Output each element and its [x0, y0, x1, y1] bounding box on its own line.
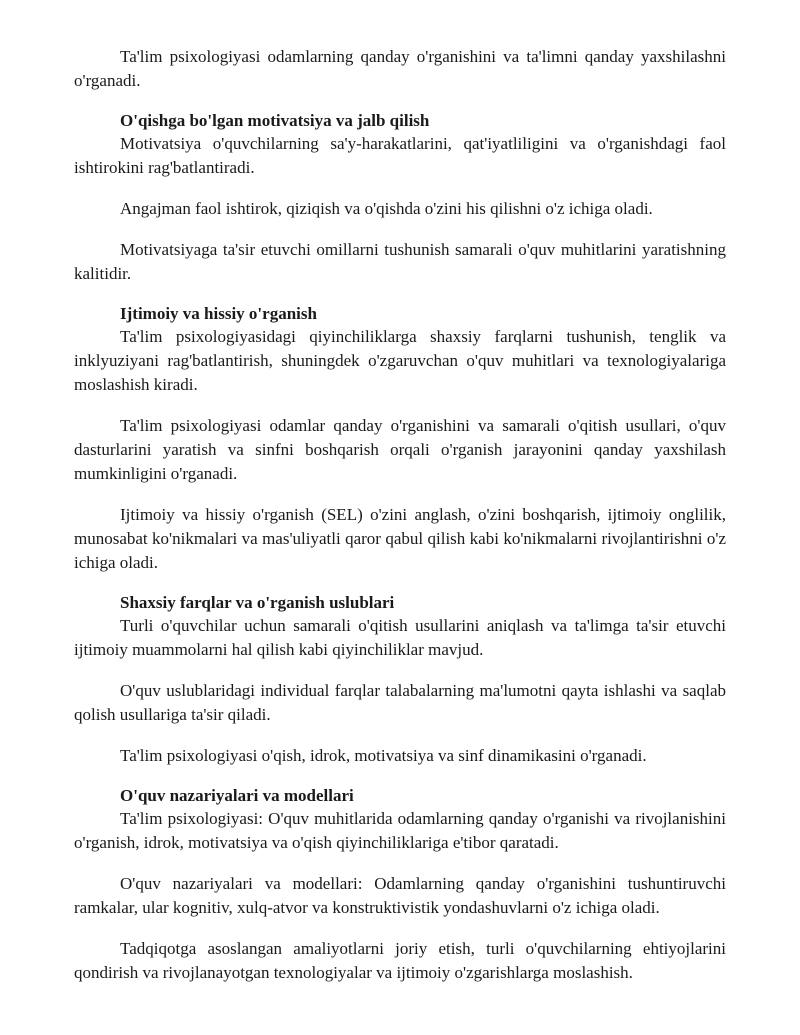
- section-motivation: [74, 110, 726, 286]
- section-social-emotional: [74, 303, 726, 575]
- paragraph: Motivatsiyaga ta'sir etuvchi omillarni tushunish samarali o'quv muhitlarini yaratishning kalitidir.: [74, 240, 726, 283]
- section-individual-differences: [74, 592, 726, 768]
- intro-paragraph: Ta'lim psixologiyasi odamlarning qanday o'rganishini va ta'limni qanday yaxshilashni o'rganadi.: [74, 47, 726, 90]
- paragraph: Ijtimoiy va hissiy o'rganish (SEL) o'zini anglash, o'zini boshqarish, ijtimoiy onglilik, munosabat ko'nikmalari va mas'uliyatli qaror qabul qilish kabi ko'nikmalarni rivojlantirishni o'z ichiga oladi.: [74, 505, 726, 572]
- document-page: [74, 45, 726, 1002]
- section-heading: Ijtimoiy va hissiy o'rganish: [120, 304, 317, 323]
- section-learning-theories: [74, 785, 726, 985]
- section-heading: O'qishga bo'lgan motivatsiya va jalb qilish: [120, 111, 430, 130]
- paragraph: Ta'lim psixologiyasidagi qiyinchiliklarga shaxsiy farqlarni tushunish, tenglik va inklyuziyani rag'batlantirish, shuningdek o'zgaruvchan o'quv muhitlari va texnologiyalariga moslashish kiradi.: [74, 327, 726, 394]
- paragraph: O'quv uslublaridagi individual farqlar talabalarning ma'lumotni qayta ishlashi va saqlab qolish usullariga ta'sir qiladi.: [74, 681, 726, 724]
- paragraph: O'quv nazariyalari va modellari: Odamlarning qanday o'rganishini tushuntiruvchi ramkalar, ular kognitiv, xulq-atvor va konstruktivistik yondashuvlarni o'z ichiga oladi.: [74, 874, 726, 917]
- section-heading: Shaxsiy farqlar va o'rganish uslublari: [120, 593, 395, 612]
- paragraph: Tadqiqotga asoslangan amaliyotlarni joriy etish, turli o'quvchilarning ehtiyojlarini qondirish va rivojlanayotgan texnologiyalar va ijtimoiy o'zgarishlarga moslashish.: [74, 939, 726, 982]
- paragraph: Turli o'quvchilar uchun samarali o'qitish usullarini aniqlash va ta'limga ta'sir etuvchi ijtimoiy muammolarni hal qilish kabi qiyinchiliklar mavjud.: [74, 616, 726, 659]
- paragraph: Ta'lim psixologiyasi: O'quv muhitlarida odamlarning qanday o'rganishi va rivojlanishini o'rganish, idrok, motivatsiya va o'qish qiyinchiliklariga e'tibor qaratadi.: [74, 809, 726, 852]
- paragraph: Ta'lim psixologiyasi odamlar qanday o'rganishini va samarali o'qitish usullari, o'quv dasturlarini yaratish va sinfni boshqarish orqali o'rganish jarayonini qanday yaxshilash mumkinligini o'rganadi.: [74, 416, 726, 483]
- paragraph: Motivatsiya o'quvchilarning sa'y-harakatlarini, qat'iyatliligini va o'rganishdagi faol ishtirokini rag'batlantiradi.: [74, 134, 726, 177]
- section-heading: O'quv nazariyalari va modellari: [120, 786, 354, 805]
- paragraph: Ta'lim psixologiyasi o'qish, idrok, motivatsiya va sinf dinamikasini o'rganadi.: [120, 746, 647, 765]
- paragraph: Angajman faol ishtirok, qiziqish va o'qishda o'zini his qilishni o'z ichiga oladi.: [120, 199, 653, 218]
